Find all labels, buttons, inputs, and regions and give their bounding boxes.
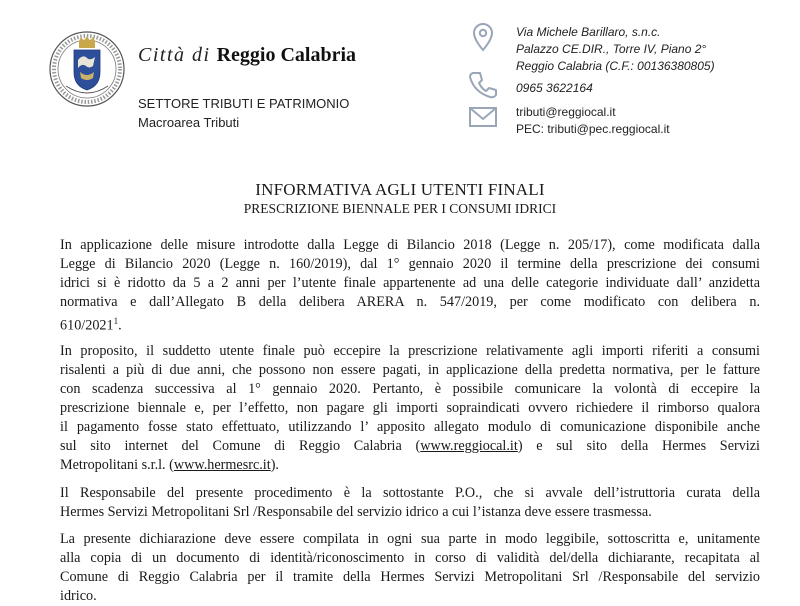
text-segment: ) e sul sito della Hermes Servizi: [517, 438, 760, 454]
address-line: Palazzo CE.DIR., Torre IV, Piano 2°: [516, 42, 707, 56]
sector-name: SETTORE TRIBUTI E PATRIMONIO: [138, 96, 350, 111]
text-line: Comune di Reggio Calabria per il tramite della Hermes Servizi Metropolitani Srl /Responsabile del servizio: [60, 569, 760, 585]
title-main: INFORMATIVA AGLI UTENTI FINALI: [255, 180, 545, 199]
text-line: risalenti a più di due anni, che possono non essere pagati, in applicazione della predetta normativa, per le fatture: [60, 362, 760, 378]
text-end: .: [118, 317, 122, 334]
text-line: con scadenza successiva al 1° gennaio 2020. Pertanto, è possibile comunicare la volontà di eccepire la: [60, 381, 760, 397]
reggiocal-link[interactable]: www.reggiocal.it: [420, 438, 518, 454]
text-segment: Metropolitani s.r.l. (: [60, 457, 174, 473]
text-line: Hermes Servizi Metropolitani Srl /Responsabile del servizio idrico a cui l’istanza deve essere trasmessa.: [60, 504, 652, 520]
delibera-ref: 610/2021: [60, 317, 114, 334]
text-line: Legge di Bilancio 2020 (Legge n. 160/2019), dal 1° gennaio 2020 il termine della prescrizione dei consumi: [60, 256, 760, 272]
paragraph-1: [60, 236, 760, 336]
paragraph-2: [60, 342, 760, 475]
city-heading: [138, 44, 356, 67]
location-pin-icon: [466, 20, 500, 54]
title-sub: PRESCRIZIONE BIENNALE PER I CONSUMI IDRICI: [243, 201, 557, 216]
address-block: [516, 24, 715, 75]
macroarea-name: Macroarea Tributi: [138, 115, 240, 130]
city-prefix: Città di: [138, 44, 211, 66]
footnote-mark: 1: [113, 316, 119, 326]
envelope-icon: [466, 100, 500, 134]
text-segment: ).: [270, 457, 279, 473]
text-line: [60, 312, 760, 336]
paragraph-3: [60, 484, 760, 522]
text-line: prescrizione biennale e, per l’effetto, non pagare gli importi sopraindicati ovvero richiedere il rimborso qualora: [60, 400, 760, 416]
text-line: La presente dichiarazione deve essere compilata in ogni sua parte in modo leggibile, sottoscritta e, unitamente: [60, 531, 760, 547]
hermesrc-link[interactable]: www.hermesrc.it: [173, 457, 271, 473]
phone-number: 0965 3622164: [516, 81, 593, 95]
text-line: il pagamento fosse stato effettuato, utilizzando l’ apposito allegato modulo di comunicazione disponibile anche: [60, 419, 760, 435]
phone-icon: [466, 68, 500, 102]
text-line: normativa e dall’Allegato B della delibera ARERA n. 547/2019, per come modificato con delibera n.: [60, 294, 760, 310]
text-line: In proposito, il suddetto utente finale può eccepire la prescrizione relativamente agli importi riferiti a consumi: [60, 343, 760, 359]
text-line: Il Responsabile del presente procedimento è la sottostante P.O., che si avvale dell’istruttoria curata della: [60, 485, 760, 501]
city-crest-logo: [48, 30, 126, 108]
pec-address[interactable]: PEC: tributi@pec.reggiocal.it: [516, 122, 670, 136]
document-title: [0, 180, 800, 217]
text-line: In applicazione delle misure introdotte dalla Legge di Bilancio 2018 (Legge n. 205/17), come modificata dalla: [60, 237, 760, 253]
text-line: idrici si è ridotto da 5 a 2 anni per l’utente finale appartenente ad una delle categorie individuate dall’ anzidetta: [60, 275, 760, 291]
text-segment: sul sito internet del Comune di Reggio Calabria (: [60, 438, 421, 454]
text-line: alla copia di un documento di identità/riconoscimento in corso di validità del/della dichiarante, recapitata al: [60, 550, 760, 566]
text-line: idrico.: [60, 588, 97, 604]
paragraph-4: [60, 530, 760, 606]
address-line: Via Michele Barillaro, s.n.c.: [516, 25, 661, 39]
text-line: [60, 437, 760, 456]
city-name: Reggio Calabria: [216, 44, 357, 66]
address-line: Reggio Calabria (C.F.: 00136380805): [516, 59, 715, 73]
email-block: [516, 104, 670, 138]
text-line: [60, 456, 760, 475]
email-address[interactable]: tributi@reggiocal.it: [516, 105, 616, 119]
department-block: [138, 94, 349, 132]
